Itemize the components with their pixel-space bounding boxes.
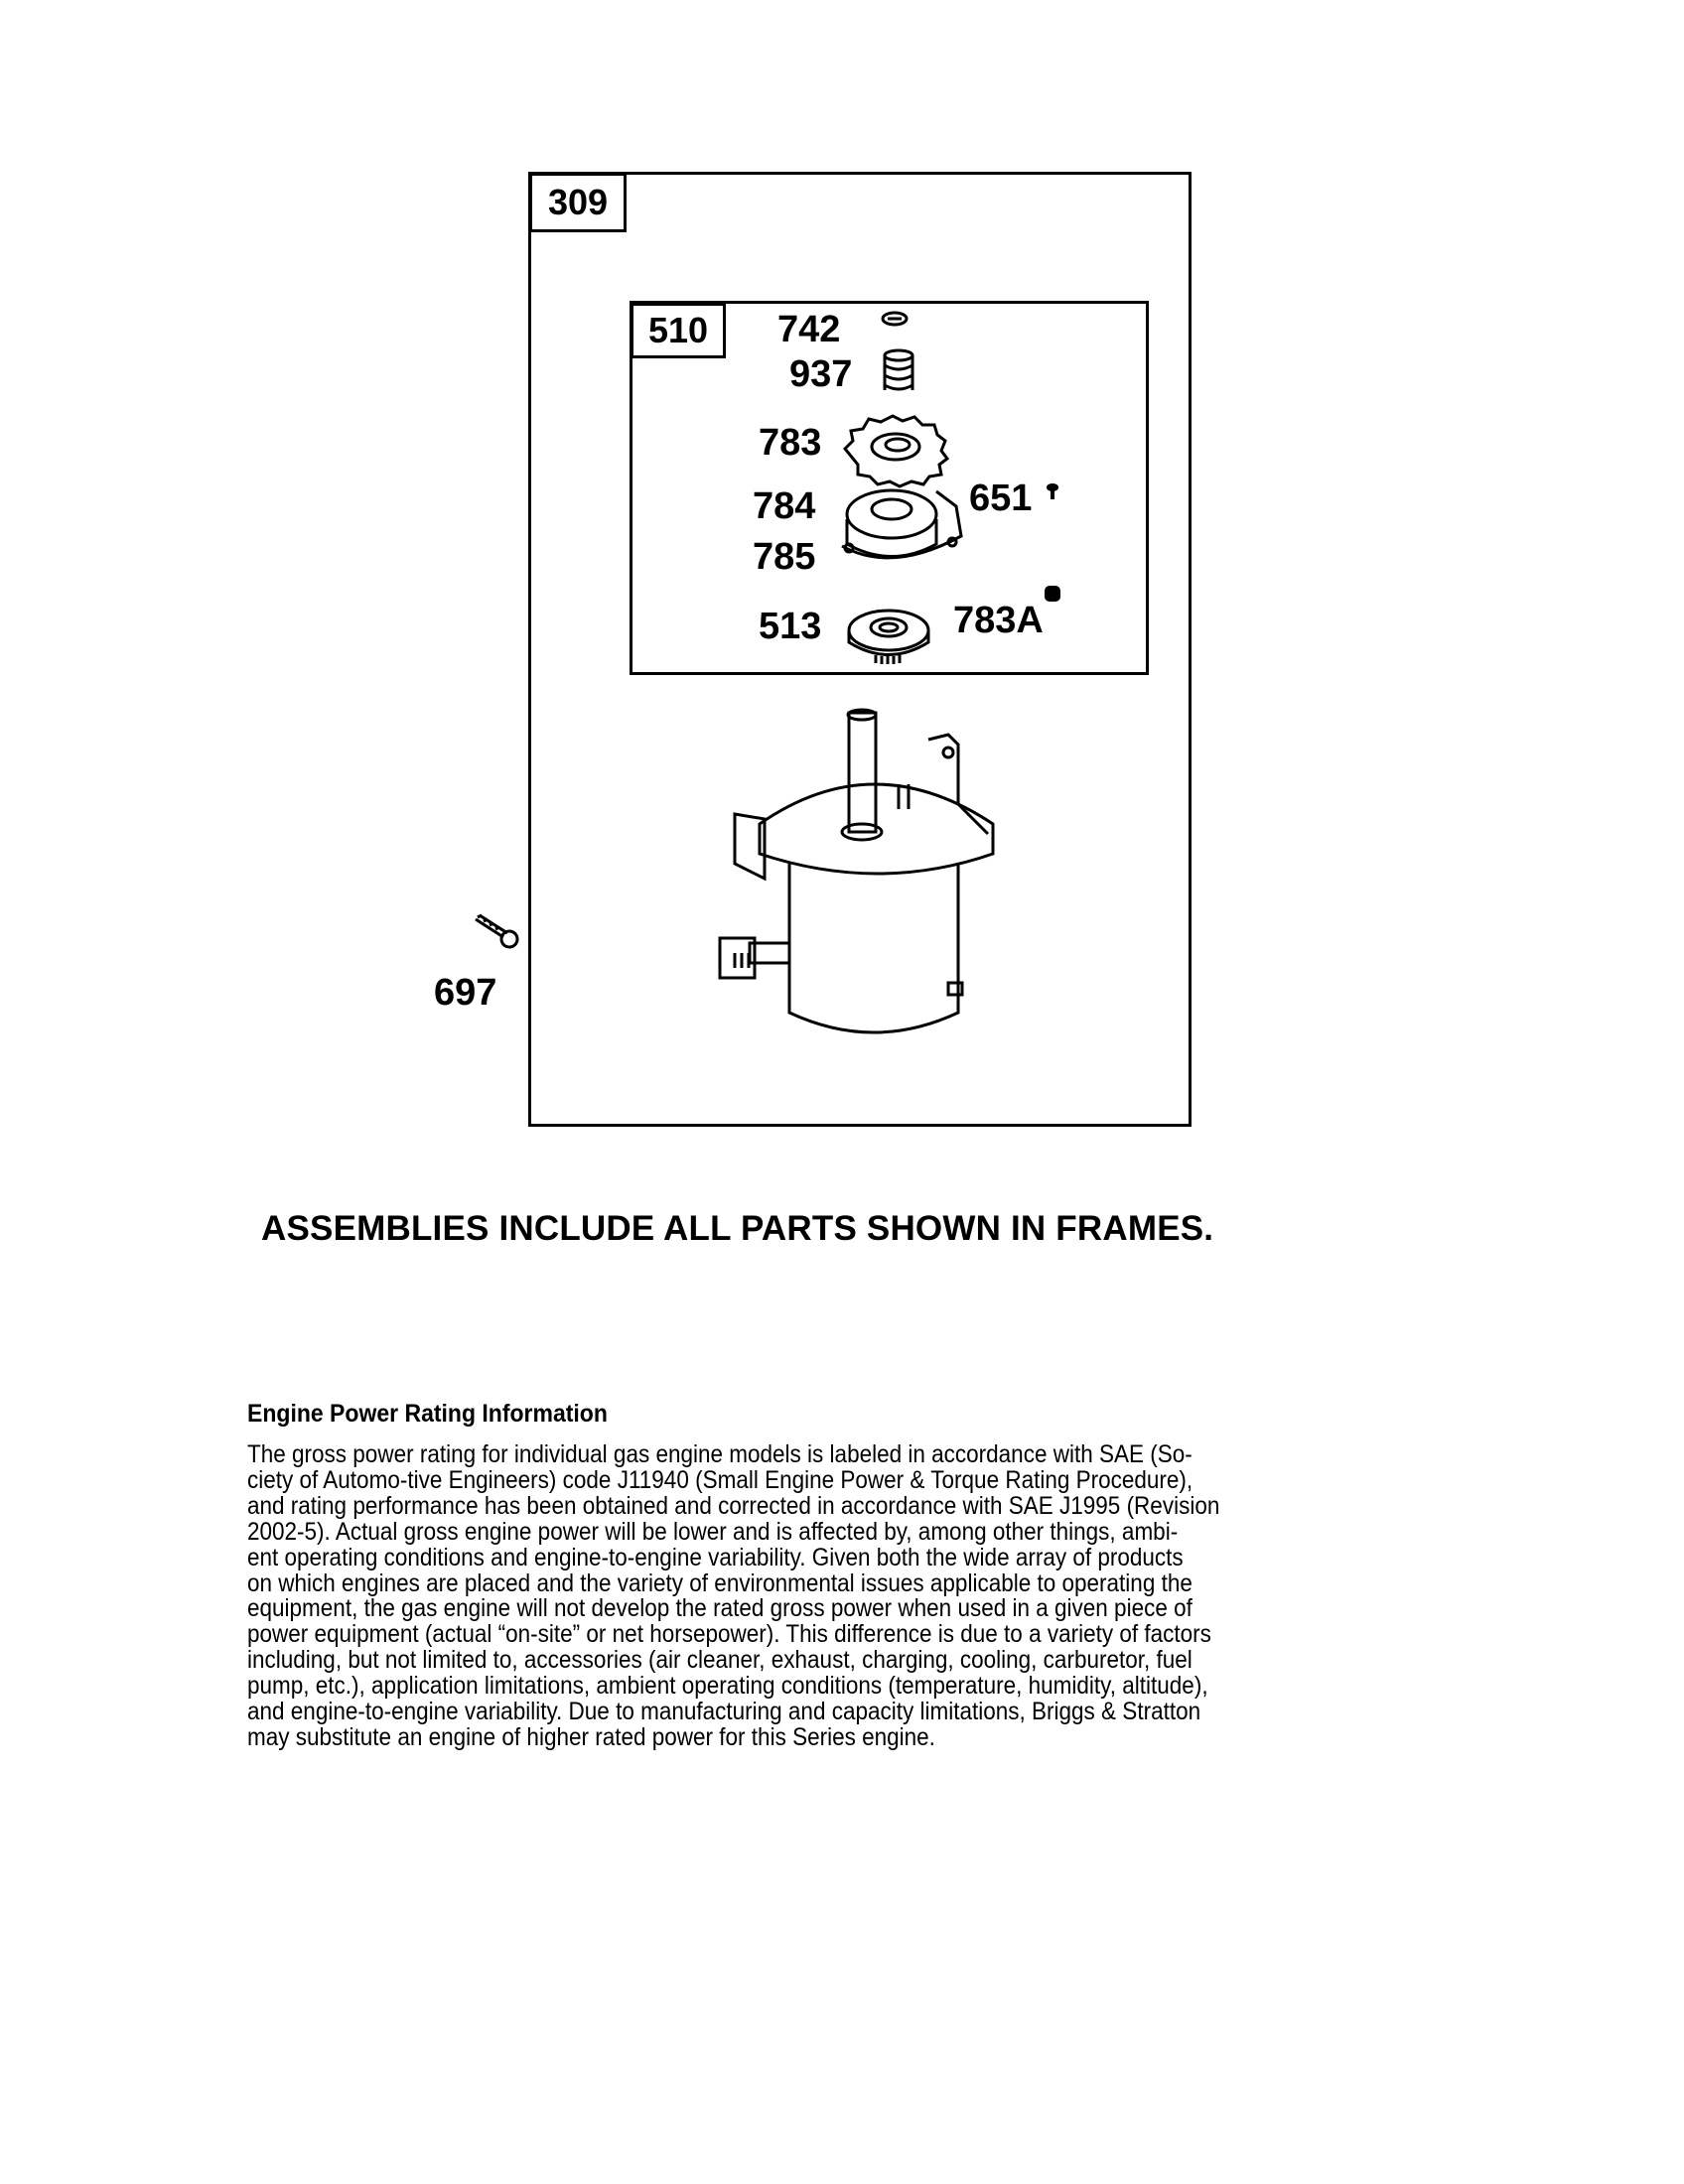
part-label-783a: 783A	[953, 600, 1044, 641]
paragraph-line: power equipment (actual “on-site” or net horsepower). This difference is due to a variety of factors	[247, 1620, 1211, 1649]
paragraph-line: ciety of Automo-tive Engineers) code J11940 (Small Engine Power & Torque Rating Procedure),	[247, 1465, 1193, 1494]
paragraph-line: and rating performance has been obtained and corrected in accordance with SAE J1995 (Revision	[247, 1491, 1220, 1520]
paragraph-line: on which engines are placed and the variety of environmental issues applicable to operating the	[247, 1569, 1193, 1597]
starter-motor-illustration	[725, 705, 1023, 1032]
pinion-gear-icon	[840, 414, 949, 483]
bolt-icon	[472, 913, 521, 953]
paragraph-line: and engine-to-engine variability. Due to manufacturing and capacity limitations, Briggs & Stratton	[247, 1698, 1201, 1726]
clutch-icon	[844, 606, 933, 665]
paragraph-line: equipment, the gas engine will not develop the rated gross power when used in a given piece of	[247, 1594, 1193, 1623]
part-label-697: 697	[434, 972, 497, 1014]
part-label-785: 785	[753, 536, 816, 578]
paragraph-line: pump, etc.), application limitations, ambient operating conditions (temperature, humidity, altitude),	[247, 1672, 1208, 1701]
assembly-tag-510: 510	[631, 303, 726, 358]
spring-icon	[879, 349, 918, 399]
part-label-783: 783	[759, 422, 822, 464]
paragraph-line: may substitute an engine of higher rated power for this Series engine.	[247, 1722, 935, 1751]
part-label-651: 651	[969, 478, 1033, 519]
paragraph-line: The gross power rating for individual gas engine models is labeled in accordance with SAE (So-	[247, 1440, 1193, 1468]
assembly-tag-309: 309	[529, 173, 627, 232]
paragraph-line: ent operating conditions and engine-to-engine variability. Given both the wide array of products	[247, 1543, 1184, 1571]
part-label-742: 742	[777, 309, 841, 350]
part-label-513: 513	[759, 606, 822, 647]
paragraph-line: including, but not limited to, accessories (air cleaner, exhaust, charging, cooling, carburetor, fuel	[247, 1646, 1193, 1675]
screw-icon	[1045, 482, 1060, 502]
retaining-ring-icon	[880, 310, 910, 330]
nut-icon	[1043, 584, 1064, 606]
power-rating-title: Engine Power Rating Information	[247, 1400, 608, 1428]
assemblies-note: ASSEMBLIES INCLUDE ALL PARTS SHOWN IN FRAMES.	[261, 1209, 1214, 1248]
part-label-784: 784	[753, 485, 816, 527]
power-rating-paragraph	[247, 1442, 1328, 1751]
part-label-937: 937	[789, 353, 853, 395]
paragraph-line: 2002-5). Actual gross engine power will be lower and is affected by, among other things, ambi-	[247, 1517, 1179, 1546]
drive-housing-icon	[837, 475, 966, 574]
